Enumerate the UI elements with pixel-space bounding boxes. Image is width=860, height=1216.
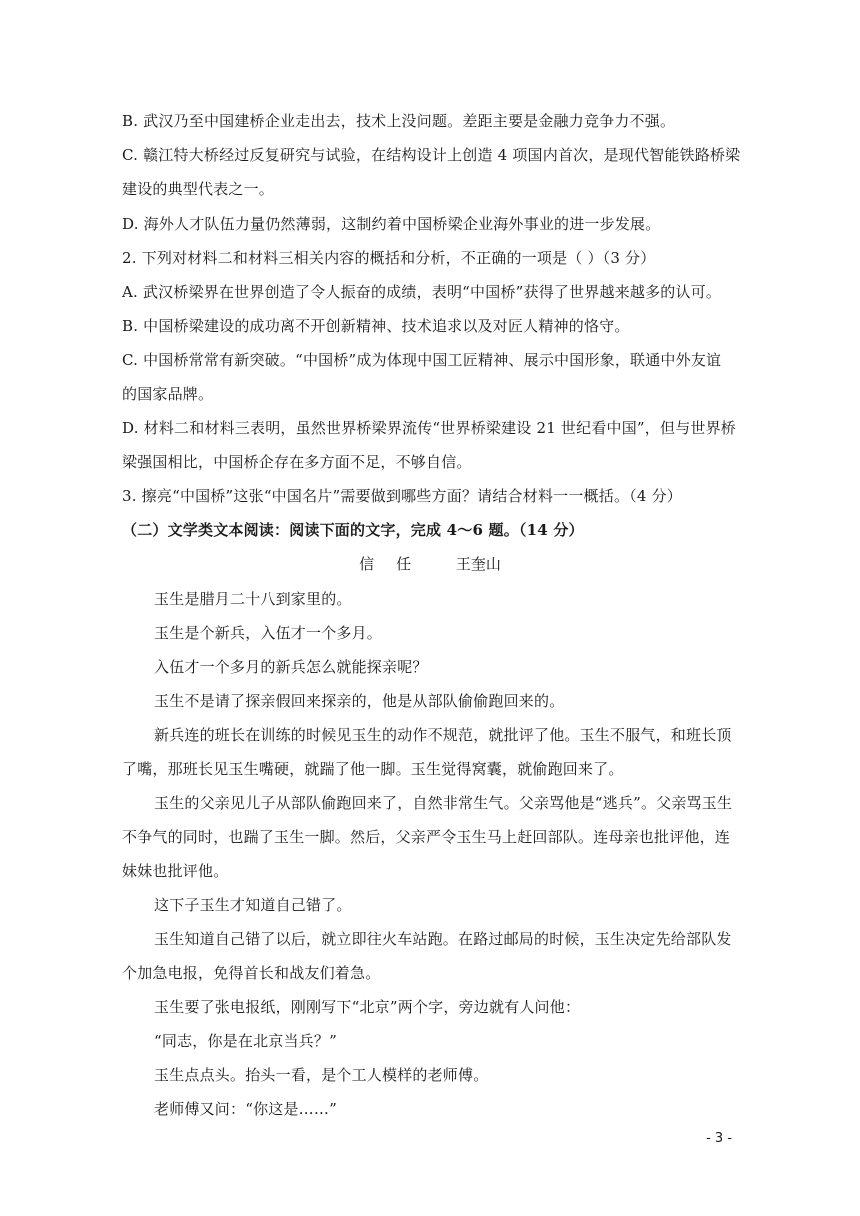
story-paragraph-cont: 不争气的同时，也踹了玉生一脚。然后，父亲严令玉生马上赶回部队。连母亲也批评他，连 (122, 828, 731, 846)
story-paragraph: 新兵连的班长在训练的时候见玉生的动作不规范，就批评了他。玉生不服气，和班长顶 (154, 726, 732, 744)
q2-option-c-line2: 的国家品牌。 (122, 385, 214, 403)
q1-option-c-line1: C. 赣江特大桥经过反复研究与试验，在结构设计上创造 4 项国内首次，是现代智能铁路桥梁 (122, 146, 741, 164)
section-heading: （二）文学类文本阅读：阅读下面的文字，完成 4～6 题。（14 分） (122, 521, 584, 539)
story-title: 信任 (359, 555, 434, 573)
story-paragraph: 这下子玉生才知道自己错了。 (154, 896, 352, 914)
q1-option-d: D. 海外人才队伍力量仍然薄弱，这制约着中国桥梁企业海外事业的进一步发展。 (122, 215, 661, 233)
story-paragraph: 玉生要了张电报纸，刚刚写下“北京”两个字，旁边就有人问他： (154, 998, 581, 1016)
story-paragraph: 玉生是个新兵，入伍才一个多月。 (154, 624, 383, 642)
q2-option-c-line1: C. 中国桥常常有新突破。“中国桥”成为体现中国工匠精神、展示中国形象，联通中外友谊 (122, 351, 722, 369)
story-paragraph-cont: 了嘴，那班长见玉生嘴硬，就踹了他一脚。玉生觉得窝囊，就偷跑回来了。 (122, 760, 624, 778)
story-paragraph: 玉生点点头。抬头一看，是个工人模样的老师傅。 (154, 1066, 489, 1084)
q2-option-b: B. 中国桥梁建设的成功离不开创新精神、技术追求以及对匠人精神的恪守。 (122, 317, 630, 335)
story-paragraph: 玉生的父亲见儿子从部队偷跑回来了，自然非常生气。父亲骂他是“逃兵”。父亲骂玉生 (154, 794, 733, 812)
q1-option-b: B. 武汉乃至中国建桥企业走出去，技术上没问题。差距主要是金融力竞争力不强。 (122, 112, 676, 130)
q2-option-d-line2: 梁强国相比，中国桥企存在多方面不足，不够自信。 (122, 453, 472, 471)
q1-option-c-line2: 建设的典型代表之一。 (122, 180, 275, 198)
story-dialogue: “同志，你是在北京当兵？” (154, 1032, 337, 1050)
story-paragraph: 玉生知道自己错了以后，就立即往火车站跑。在路过邮局的时候，玉生决定先给部队发 (154, 930, 732, 948)
q2-stem: 2. 下列对材料二和材料三相关内容的概括和分析，不正确的一项是（ ）（3 分） (122, 249, 656, 267)
story-paragraph: 玉生不是请了探亲假回来探亲的，他是从部队偷偷跑回来的。 (154, 692, 565, 710)
story-author: 王奎山 (455, 555, 501, 573)
story-paragraph: 玉生是腊月二十八到家里的。 (154, 590, 352, 608)
q2-option-a: A. 武汉桥梁界在世界创造了令人振奋的成绩，表明“中国桥”获得了世界越来越多的认可。 (122, 283, 722, 301)
story-paragraph-cont: 妹妹也批评他。 (122, 862, 229, 880)
story-title-line (0, 554, 860, 574)
story-paragraph-cont: 个加急电报，免得首长和战友们着急。 (122, 964, 381, 982)
q3-stem: 3. 擦亮“中国桥”这张“中国名片”需要做到哪些方面？请结合材料一一概括。（4 分） (122, 487, 682, 505)
page-number: - 3 - (706, 1131, 732, 1146)
story-paragraph: 入伍才一个多月的新兵怎么就能探亲呢？ (154, 658, 428, 676)
q2-option-d-line1: D. 材料二和材料三表明，虽然世界桥梁界流传“世界桥梁建设 21 世纪看中国”，但与世界桥 (122, 419, 736, 437)
story-paragraph: 老师傅又问：“你这是……” (154, 1100, 337, 1118)
